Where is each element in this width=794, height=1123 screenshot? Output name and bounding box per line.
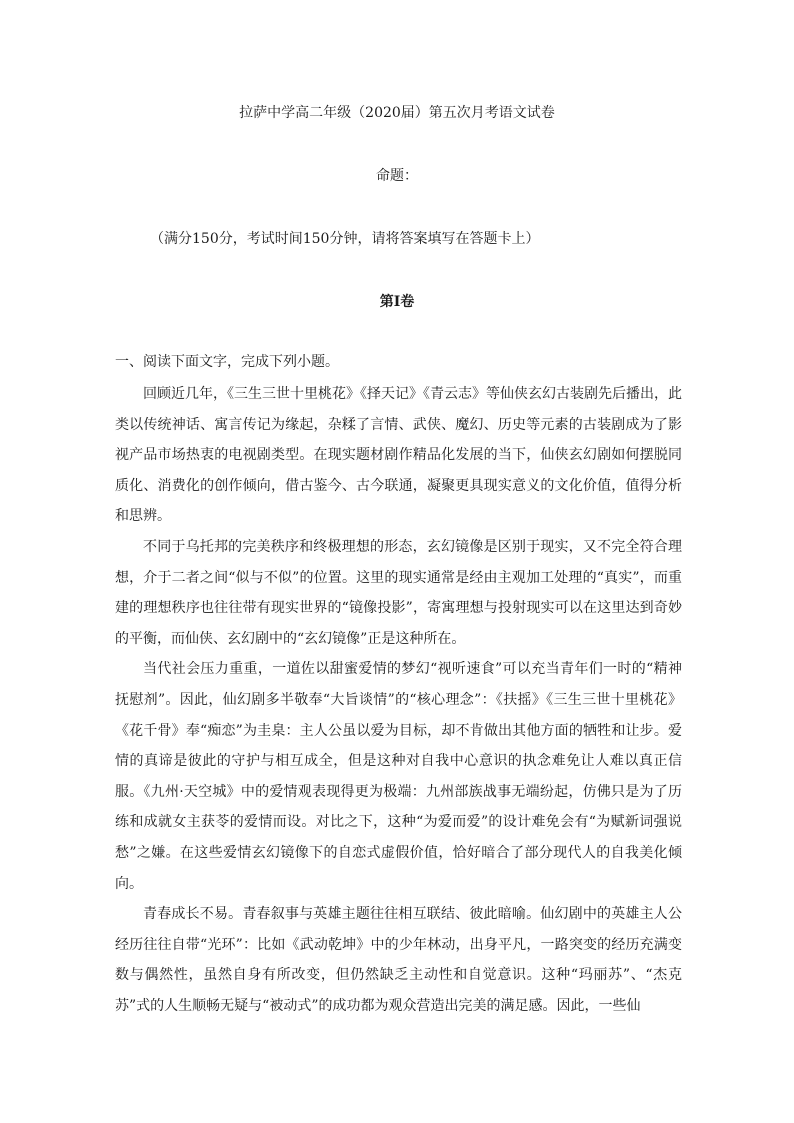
- paragraph: 当代社会压力重重，一道佐以甜蜜爱情的梦幻“视听速食”可以充当青年们一时的“精神抚慰剂”。因此，仙幻剧多半敬奉“大旨谈情”的“核心理念”：《扶摇》《三生三世十里桃花》《花千骨》奉“痴恋”为圭臬：主人公虽以爱为目标，却不肯做出其他方面的牺牲和让步。爱情的真谛是彼此的守护与相互成全，但是这种对自我中心意识的执念难免让人难以真正信服。《九州·天空城》中的爱情观表现得更为极端：九州部族战事无端纷起，仿佛只是为了历练和成就女主获苓的爱情而设。对比之下，这种“为爱而爱”的设计难免会有“为赋新词强说愁”之嫌。在这些爱情玄幻镜像下的自恋式虚假价值，恰好暗合了部分现代人的自我美化倾向。: [115, 661, 682, 892]
- part-heading: 第Ⅰ卷: [379, 294, 415, 310]
- author-line: 命题：: [376, 168, 418, 184]
- paragraph: 青春成长不易。青春叙事与英雄主题往往相互联结、彼此暗喻。仙幻剧中的英雄主人公经历往往自带“光环”：比如《武动乾坤》中的少年林动，出身平凡，一路突变的经历充满变数与偶然性，虽然自身有所改变，但仍然缺乏主动性和自觉意识。这种“玛丽苏”、“杰克苏”式的人生顺畅无疑与“被动式”的成功都为观众营造出完美的满足感。因此，一些仙: [115, 906, 682, 1014]
- exam-note: （满分150分，考试时间150分钟，请将答案填写在答题卡上）: [150, 231, 540, 247]
- paragraph: 不同于乌托邦的完美秩序和终极理想的形态，玄幻镜像是区别于现实，又不完全符合理想，介于二者之间“似与不似”的位置。这里的现实通常是经由主观加工处理的“真实”，而重建的理想秩序也往往带有现实世界的“镜像投影”，寄寓理想与投射现实可以在这里达到奇妙的平衡，而仙侠、玄幻剧中的“玄幻镜像”正是这种所在。: [115, 538, 682, 647]
- paragraph: 回顾近几年，《三生三世十里桃花》《择天记》《青云志》等仙侠玄幻古装剧先后播出，此类以传统神话、寓言传记为缘起，杂糅了言情、武侠、魔幻、历史等元素的古装剧成为了影视产品市场热衷的电视剧类型。在现实题材剧作精品化发展的当下，仙侠玄幻剧如何摆脱同质化、消费化的创作倾向，借古鉴今、古今联通，凝聚更具现实意义的文化价值，值得分析和思辨。: [115, 386, 682, 525]
- section-heading: 一、阅读下面文字，完成下列小题。: [115, 354, 339, 370]
- exam-title: 拉萨中学高二年级（2020届）第五次月考语文试卷: [239, 105, 555, 121]
- reading-passage: [115, 379, 682, 1021]
